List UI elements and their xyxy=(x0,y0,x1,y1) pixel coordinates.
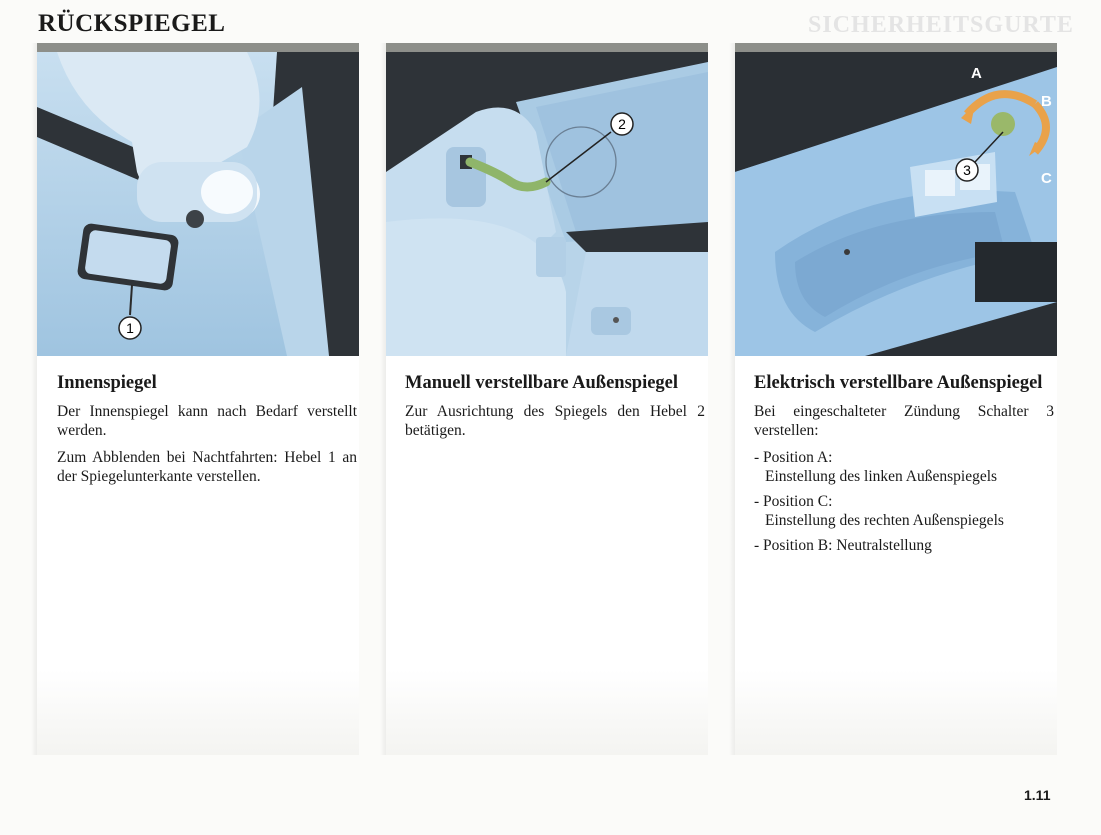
position-text: Neutralstellung xyxy=(836,537,932,554)
section-manual-mirror xyxy=(386,43,708,755)
position-label: - Position C: xyxy=(754,493,833,510)
section-heading: Manuell verstellbare Außenspiegel xyxy=(405,373,679,393)
paragraph: Zum Abblenden bei Nachtfahrten: Hebel 1 an der Spiegelunterkante verstellen. xyxy=(57,449,357,485)
interior-mirror-photo xyxy=(37,43,359,356)
svg-text:A: A xyxy=(971,65,982,82)
svg-text:C: C xyxy=(1041,170,1052,187)
section-heading: Innenspiegel xyxy=(57,373,157,393)
paragraph: Zur Ausrichtung des Spiegels den Hebel 2 betätigen. xyxy=(405,403,705,439)
page-number: 1.11 xyxy=(1024,787,1051,803)
position-text: Einstellung des linken Außenspiegels xyxy=(765,468,998,485)
svg-text:B: B xyxy=(1041,93,1052,110)
manual-mirror-photo xyxy=(386,43,708,356)
paragraph: Bei eingeschalteter Zündung Schalter 3 verstellen: xyxy=(754,403,1054,439)
callout-3 xyxy=(956,159,978,181)
list-item xyxy=(754,492,1054,530)
page-title: RÜCKSPIEGEL xyxy=(38,10,226,37)
position-text: Einstellung des rechten Außenspiegels xyxy=(765,512,1004,529)
svg-text:1: 1 xyxy=(126,320,134,336)
svg-text:3: 3 xyxy=(963,162,971,178)
callout-1 xyxy=(119,317,141,339)
electric-mirror-photo xyxy=(735,43,1057,356)
svg-text:2: 2 xyxy=(618,116,626,132)
list-item xyxy=(754,536,1054,555)
callout-2 xyxy=(611,113,633,135)
ghost-heading: SICHERHEITSGURTE xyxy=(808,12,1074,38)
section-heading: Elektrisch verstellbare Außenspiegel xyxy=(754,373,1043,393)
section-electric-mirror xyxy=(735,43,1057,755)
list-item xyxy=(754,448,1054,486)
position-list xyxy=(754,448,1054,555)
section-interior-mirror xyxy=(37,43,359,755)
paragraph: Der Innenspiegel kann nach Bedarf verstellt werden. xyxy=(57,403,357,439)
position-label: - Position A: xyxy=(754,449,833,466)
position-label: - Position B: xyxy=(754,537,833,554)
